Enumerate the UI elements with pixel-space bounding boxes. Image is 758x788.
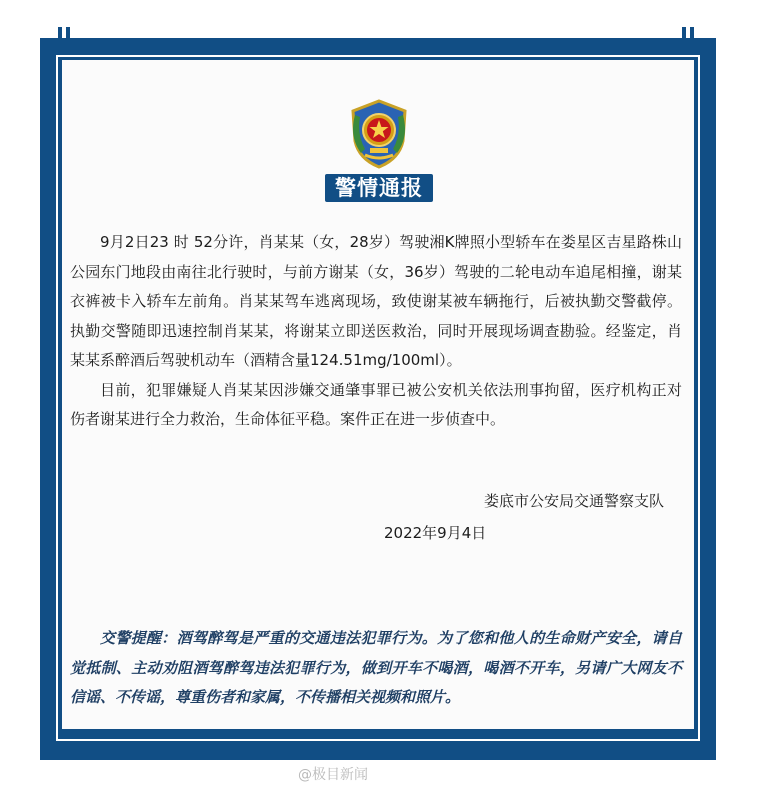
reminder-text: 交警提醒：酒驾醉驾是严重的交通违法犯罪行为。为了您和他人的生命财产安全，请自觉抵制、主动劝阻酒驾醉驾违法犯罪行为，做到开车不喝酒，喝酒不开车，另请广大网友不信谣、不传谣，尊重伤者和家属，不传播相关视频和照片。 <box>70 629 682 706</box>
issuer: 娄底市公安局交通警察支队 <box>484 492 665 510</box>
traffic-reminder <box>70 624 682 713</box>
watermark: @极目新闻 <box>298 767 368 783</box>
police-badge-icon <box>343 97 415 169</box>
notice-title: 警情通报 <box>0 172 758 202</box>
notice-paragraph-1: 9月2日23 时 52分许，肖某某（女，28岁）驾驶湘K牌照小型轿车在娄星区吉星路株山公园东门地段由南往北行驶时，与前方谢某（女，36岁）驾驶的二轮电动车追尾相撞，谢某衣裤被卡入轿车左前角。肖某某驾车逃离现场，致使谢某被车辆拖行，后被执勤交警截停。执勤交警随即迅速控制肖某某，将谢某立即送医救治，同时开展现场调查勘验。经鉴定，肖某某系醉酒后驾驶机动车（酒精含量124.51mg/100ml）。 <box>70 233 682 369</box>
corner-bars-left <box>58 27 74 45</box>
corner-bars-right <box>682 27 698 45</box>
issue-date: 2022年9月4日 <box>384 524 487 542</box>
notice-body <box>70 228 682 435</box>
notice-paragraph-2: 目前，犯罪嫌疑人肖某某因涉嫌交通肇事罪已被公安机关依法刑事拘留，医疗机构正对伤者谢某进行全力救治，生命体征平稳。案件正在进一步侦查中。 <box>70 380 682 428</box>
